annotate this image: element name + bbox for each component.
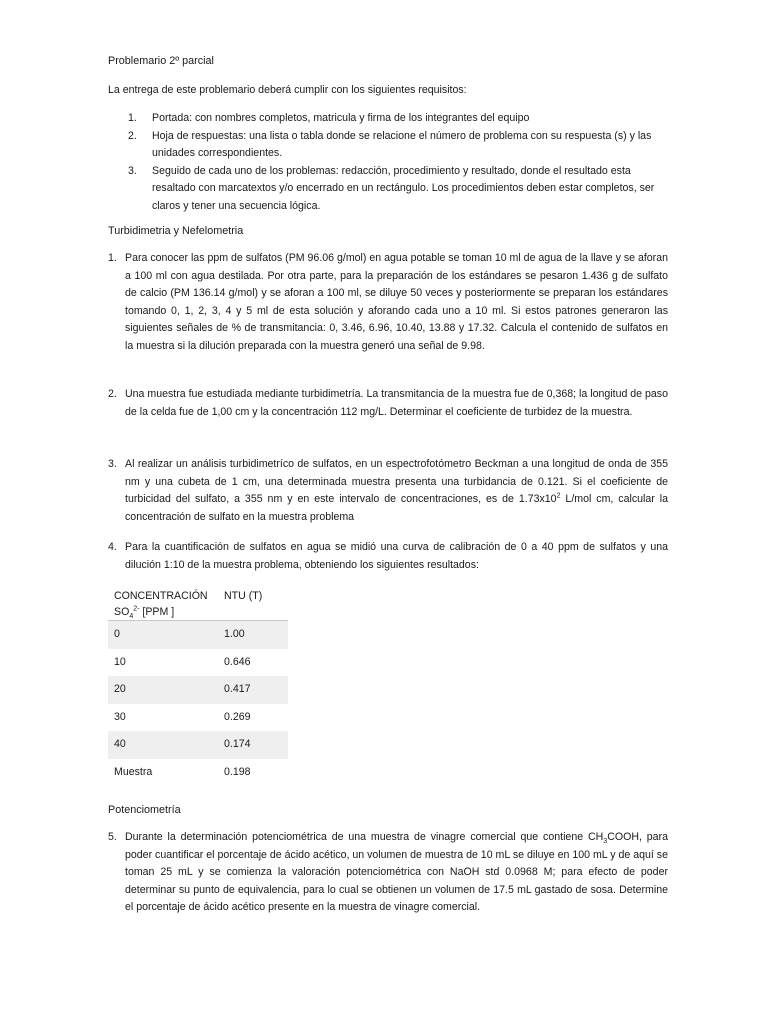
problem-1: [108, 250, 668, 355]
problem-item: 5. Durante la determinación potenciométrica de una muestra de vinagre comercial que contiene $CH_3COOH$, para poder cuantificar el porcentaje de ácido acético, un volumen de muestra de 10 mL se diluye en 100 mL y de aquí se toman 25 mL y se comienza la valoración potenciométrica con NaOH std 0.0968 M; para efecto de poder determinar su punto de equivalencia, para lo cual se obtienen un volumen de 17.5 mL gastado de sosa. Determine el porcentaje de ácido acético presente en la muestra de vinagre comercial.: [108, 831, 668, 913]
section-heading-turbidimetria: Turbidimetria y Nefelometria: [108, 225, 244, 237]
calibration-table: [108, 588, 288, 786]
problem-5: [108, 829, 668, 917]
table-row: 20 0.417: [108, 676, 288, 704]
intro-text: La entrega de este problemario deberá cumplir con los siguientes requisitos:: [108, 84, 467, 96]
table-row: 0 1.00: [108, 621, 288, 649]
table-header-row: [108, 588, 288, 621]
document-title: Problemario 2º parcial: [108, 55, 214, 67]
problem-item: 1. Para conocer las ppm de sulfatos (PM 96.06 g/mol) en agua potable se toman 10 ml de agua de la llave y se aforan a 100 ml con agua destilada. Por otra parte, para la preparación de los estándares se pesaron 1.436 g de sulfato de calcio (PM 136.14 g/mol) y se aforan a 100 ml, se diluye 50 veces y posteriormente se preparan los estándares tomando 0, 1, 2, 3, 4 y 5 ml de esta solución y aforando cada uno a 10 ml. Si estos patrones generaron las siguientes señales de % de transmitancia: 0, 3.46, 6.96, 10.40, 13.88 y 17.32. Calcula el contenido de sulfatos en la muestra si la dilución preparada con la muestra generó una señal de 9.98.: [108, 252, 668, 352]
problem-2: [108, 386, 668, 421]
table-row: 30 0.269: [114, 710, 251, 723]
problem-item: 4. Para la cuantificación de sulfatos en agua se midió una curva de calibración de 0 a 40 ppm de sulfatos y una dilución 1:10 de la muestra problema, obteniendo los siguientes resultados:: [108, 541, 668, 571]
requirement-item: 1. Portada: con nombres completos, matricula y firma de los integrantes del equipo: [128, 112, 530, 124]
problem-3: [108, 456, 668, 526]
problem-4: [108, 539, 668, 574]
problem-item: 2. Una muestra fue estudiada mediante turbidimetría. La transmitancia de la muestra fue de 0,368; la longitud de paso de la celda fue de 1,00 cm y la concentración 112 mg/L. Determinar el coeficiente de turbidez de la muestra.: [108, 388, 668, 418]
header-ntu: NTU (T): [218, 588, 288, 621]
requirements-list: [108, 110, 668, 215]
section-heading-potenciometria: Potenciometría: [108, 804, 181, 816]
problem-item: 3. Al realizar un análisis turbidimetríco de sulfatos, en un espectrofotómetro Beckman a una longitud de onda de 355 nm y una cubeta de 1 cm, una determinada muestra presenta una turbidancia de 0.121. Si el coeficiente de turbicidad del sulfato, a 355 nm y en este intervalo de concentraciones, es de $1.73x10^2$ L/mol cm, calcular la concentración de sulfato en la muestra problema: [108, 458, 669, 523]
table-row: Muestra 0.198: [114, 765, 251, 778]
requirement-item: 3. Seguido de cada uno de los problemas: redacción, procedimiento y resultado, donde el resultado esta resaltado con marcatextos y/o encerrado en un rectángulo. Los procedimientos deben estar completos, ser claros y tener una secuencia lógica.: [128, 164, 655, 212]
header-concentration: CONCENTRACIÓN $SO_4^{2-}$ [PPM ]: [108, 588, 218, 621]
requirement-item: 2. Hoja de respuestas: una lista o tabla donde se relacione el número de problema con su respuesta (s) y las unidades correspondientes.: [128, 129, 652, 159]
table-row: 10 0.646: [114, 655, 251, 668]
table-row: 40 0.174: [108, 731, 288, 759]
